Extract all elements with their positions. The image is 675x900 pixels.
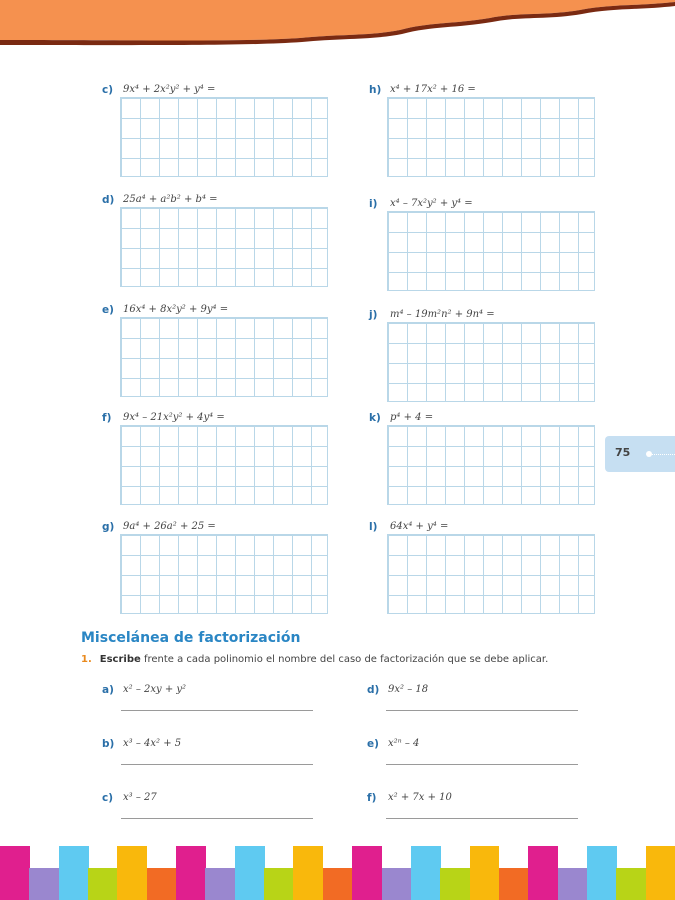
stripe-block [29, 868, 59, 900]
stripe-block [382, 868, 412, 900]
exercise-expression: 16x⁴ + 8x²y² + 9y⁴ = [123, 304, 229, 315]
exercise-letter: k) [369, 412, 381, 424]
stripe-block [411, 846, 441, 900]
exercise-letter: g) [102, 521, 115, 533]
misc-expression: x³ – 27 [123, 792, 157, 803]
instruction [81, 654, 548, 665]
stripe-block [323, 868, 353, 900]
exercise-expression: p⁴ + 4 = [390, 412, 434, 423]
answer-grid[interactable] [387, 97, 595, 177]
answer-line[interactable] [121, 764, 313, 765]
misc-letter: b) [102, 738, 115, 750]
misc-letter: c) [102, 792, 114, 804]
exercise-letter: d) [102, 194, 115, 206]
misc-expression: x²ⁿ – 4 [388, 738, 420, 749]
stripe-block [558, 868, 588, 900]
exercise-expression: 9x⁴ + 2x²y² + y⁴ = [123, 84, 216, 95]
stripe-block [616, 868, 646, 900]
exercise-expression: 9x⁴ – 21x²y² + 4y⁴ = [123, 412, 225, 423]
stripe-block [293, 846, 323, 900]
exercise-letter: e) [102, 304, 114, 316]
exercise-letter: f) [102, 412, 112, 424]
answer-grid[interactable] [120, 317, 328, 397]
answer-grid[interactable] [120, 207, 328, 287]
header-decoration [0, 0, 675, 60]
answer-grid[interactable] [387, 322, 595, 402]
stripe-block [88, 868, 118, 900]
answer-line[interactable] [121, 818, 313, 819]
stripe-block [587, 846, 617, 900]
stripe-block [440, 868, 470, 900]
header-orange-shape [0, 0, 675, 41]
exercise-expression: x⁴ + 17x² + 16 = [390, 84, 476, 95]
answer-line[interactable] [121, 710, 313, 711]
page-number: 75 [615, 446, 631, 459]
stripe-block [147, 868, 177, 900]
answer-line[interactable] [386, 818, 578, 819]
instruction-number: 1. [81, 654, 92, 665]
misc-expression: 9x² – 18 [388, 684, 429, 695]
answer-line[interactable] [386, 710, 578, 711]
misc-expression: x² + 7x + 10 [388, 792, 452, 803]
misc-expression: x² – 2xy + y² [123, 684, 187, 695]
answer-line[interactable] [386, 764, 578, 765]
instruction-text: frente a cada polinomio el nombre del caso de factorización que se debe aplicar. [140, 654, 549, 665]
stripe-block [352, 846, 382, 900]
exercise-expression: m⁴ – 19m²n² + 9n⁴ = [390, 309, 495, 320]
answer-grid[interactable] [120, 534, 328, 614]
misc-letter: a) [102, 684, 114, 696]
misc-letter: e) [367, 738, 379, 750]
exercise-letter: l) [369, 521, 378, 533]
exercise-letter: j) [369, 309, 378, 321]
tab-dotted-line [649, 454, 675, 455]
answer-grid[interactable] [120, 97, 328, 177]
exercise-expression: x⁴ – 7x²y² + y⁴ = [390, 198, 473, 209]
stripe-block [0, 846, 30, 900]
answer-grid[interactable] [387, 425, 595, 505]
stripe-block [646, 846, 675, 900]
exercise-letter: c) [102, 84, 114, 96]
stripe-block [528, 846, 558, 900]
bottom-stripes [0, 846, 675, 900]
stripe-block [205, 868, 235, 900]
misc-letter: f) [367, 792, 377, 804]
stripe-block [470, 846, 500, 900]
stripe-block [235, 846, 265, 900]
page-number-tab [605, 436, 675, 472]
instruction-verb: Escribe [99, 654, 141, 665]
stripe-block [117, 846, 147, 900]
answer-grid[interactable] [387, 211, 595, 291]
section-title: Miscelánea de factorización [81, 630, 301, 646]
stripe-block [176, 846, 206, 900]
exercise-expression: 25a⁴ + a²b² + b⁴ = [123, 194, 218, 205]
exercise-letter: i) [369, 198, 378, 210]
exercise-letter: h) [369, 84, 382, 96]
answer-grid[interactable] [387, 534, 595, 614]
stripe-block [59, 846, 89, 900]
stripe-block [499, 868, 529, 900]
misc-expression: x³ – 4x² + 5 [123, 738, 182, 749]
misc-letter: d) [367, 684, 380, 696]
exercise-expression: 64x⁴ + y⁴ = [390, 521, 449, 532]
exercise-expression: 9a⁴ + 26a² + 25 = [123, 521, 216, 532]
answer-grid[interactable] [120, 425, 328, 505]
stripe-block [264, 868, 294, 900]
